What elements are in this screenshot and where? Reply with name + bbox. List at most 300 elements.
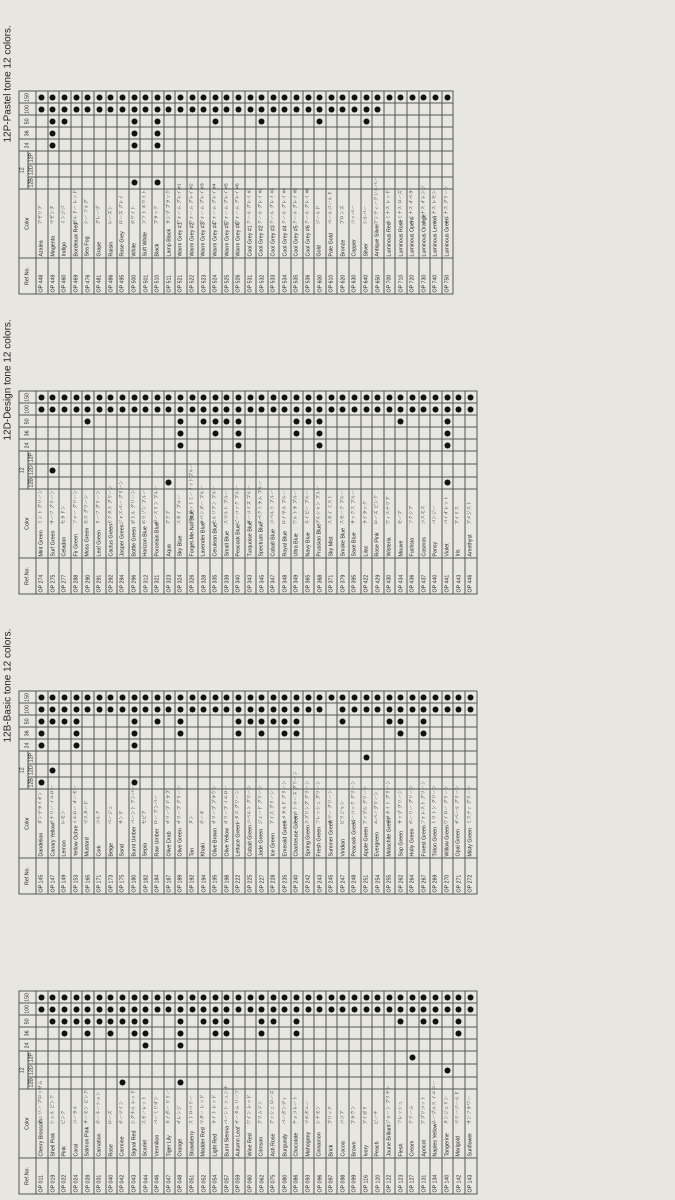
color-name: Lamp Black bbox=[165, 228, 172, 256]
color-name: Crimson bbox=[258, 1136, 265, 1156]
color-name-cell bbox=[128, 784, 140, 858]
ref-no: OP 267 bbox=[418, 858, 430, 894]
included-dot-icon bbox=[49, 706, 55, 712]
check-cell-d bbox=[453, 463, 465, 476]
included-dot-icon bbox=[131, 730, 137, 736]
check-cell-c24 bbox=[105, 139, 117, 151]
color-name-cell bbox=[221, 784, 233, 858]
set-12p-header: 12P bbox=[27, 452, 34, 462]
color-name-kana: ウォーム グレイ #2 bbox=[188, 182, 194, 224]
check-cell-c100 bbox=[47, 703, 59, 715]
color-row bbox=[464, 991, 476, 1194]
color-name: Cobalt Green bbox=[246, 824, 253, 856]
set-36-header: 36 bbox=[19, 427, 36, 439]
included-dot-icon bbox=[177, 418, 183, 424]
included-dot-icon bbox=[142, 394, 148, 400]
check-cell-b bbox=[128, 1076, 140, 1088]
color-name: Dandelion bbox=[38, 832, 45, 856]
ref-no: OP 153 bbox=[70, 858, 82, 894]
color-row bbox=[267, 91, 279, 294]
color-row bbox=[59, 91, 71, 294]
set-36-header: 36 bbox=[19, 727, 36, 739]
ref-no: OP 476 bbox=[82, 258, 94, 294]
check-cell-c24 bbox=[70, 439, 82, 451]
check-cell-c36 bbox=[151, 727, 163, 739]
check-cell-p bbox=[59, 751, 71, 763]
color-name-cell bbox=[233, 484, 245, 558]
included-dot-icon bbox=[61, 106, 67, 112]
check-cell-d bbox=[325, 1063, 337, 1076]
check-cell-c150 bbox=[82, 391, 94, 403]
check-cell-p bbox=[349, 151, 361, 163]
ref-no: OP 365 bbox=[302, 558, 314, 594]
check-cell-c50 bbox=[291, 715, 303, 727]
table-body bbox=[36, 991, 477, 1194]
color-header: Color bbox=[19, 489, 36, 558]
color-name-cell bbox=[209, 182, 221, 258]
color-name: Violet bbox=[443, 542, 450, 556]
check-cell-d bbox=[395, 763, 407, 776]
check-cell-c100 bbox=[59, 403, 71, 415]
color-name-cell bbox=[407, 489, 419, 558]
color-name-kana: リーフ グリーン bbox=[96, 489, 102, 524]
check-cell-d bbox=[291, 463, 303, 476]
check-cell-c150 bbox=[314, 691, 326, 703]
ref-no-header: Ref.No. bbox=[19, 858, 36, 894]
included-dot-icon bbox=[38, 718, 44, 724]
check-cell-d bbox=[209, 463, 221, 476]
check-cell-c36 bbox=[256, 127, 268, 139]
header-row bbox=[19, 691, 28, 894]
check-cell-d bbox=[105, 763, 117, 776]
set-100-header: 100 bbox=[19, 703, 36, 715]
color-row bbox=[47, 391, 59, 594]
ref-no: OP 521 bbox=[175, 258, 187, 294]
check-cell-c24 bbox=[407, 439, 419, 451]
set-12d-header: 12D bbox=[27, 1064, 34, 1075]
ref-no: OP 434 bbox=[395, 558, 407, 594]
check-cell-p bbox=[407, 751, 419, 763]
included-dot-icon bbox=[363, 994, 369, 1000]
ref-no: OP 147 bbox=[47, 858, 59, 894]
check-cell-c150 bbox=[418, 991, 430, 1003]
check-cell-c36 bbox=[395, 427, 407, 439]
ref-no: OP 335 bbox=[209, 558, 221, 594]
check-cell-c100 bbox=[175, 703, 187, 715]
included-dot-icon bbox=[84, 1006, 90, 1012]
check-cell-p bbox=[407, 1051, 419, 1063]
check-cell-c150 bbox=[163, 391, 175, 403]
check-cell-c36 bbox=[117, 727, 129, 739]
ref-no: OP 189 bbox=[175, 858, 187, 894]
included-dot-icon bbox=[247, 394, 253, 400]
check-cell-p bbox=[93, 451, 105, 463]
ref-no: OP 127 bbox=[407, 1158, 419, 1194]
check-cell-d bbox=[82, 1063, 94, 1076]
color-name: Warm Grey #2 bbox=[188, 221, 195, 256]
color-name-kana: ジョーン ブリヤン bbox=[385, 1084, 391, 1124]
included-dot-icon bbox=[293, 730, 299, 736]
ref-no: OP 134 bbox=[430, 1158, 442, 1194]
check-cell-c100 bbox=[233, 403, 245, 415]
color-row bbox=[70, 91, 82, 294]
color-name: Carmine bbox=[119, 1135, 126, 1156]
color-row bbox=[430, 691, 442, 894]
check-cell-c50 bbox=[233, 115, 245, 127]
check-cell-c24 bbox=[453, 739, 465, 751]
color-name-kana: クリムソン bbox=[258, 1100, 264, 1124]
color-name-kana: ルミナス オペラ bbox=[409, 189, 415, 224]
check-cell-b bbox=[209, 1076, 221, 1088]
color-name-kana: ゴールド bbox=[316, 204, 322, 224]
check-cell-d bbox=[383, 163, 395, 176]
check-cell-p bbox=[198, 1051, 210, 1063]
color-name-cell bbox=[186, 182, 198, 258]
color-name: Cinnamon bbox=[316, 1131, 323, 1156]
check-cell-c50 bbox=[314, 715, 326, 727]
color-name-kana: トリトン グリーン bbox=[432, 784, 438, 824]
check-cell-d bbox=[279, 763, 291, 776]
check-cell-c24 bbox=[267, 139, 279, 151]
included-dot-icon bbox=[281, 694, 287, 700]
included-dot-icon bbox=[409, 1006, 415, 1012]
check-cell-c150 bbox=[59, 391, 71, 403]
check-cell-c50 bbox=[47, 415, 59, 427]
included-dot-icon bbox=[455, 706, 461, 712]
check-cell-c50 bbox=[151, 715, 163, 727]
included-dot-icon bbox=[223, 1006, 229, 1012]
check-cell-c150 bbox=[221, 691, 233, 703]
included-dot-icon bbox=[107, 994, 113, 1000]
check-cell-c100 bbox=[198, 103, 210, 115]
check-cell-c100 bbox=[117, 103, 129, 115]
color-name-cell bbox=[244, 784, 256, 858]
check-cell-c50 bbox=[453, 715, 465, 727]
check-cell-c36 bbox=[163, 727, 175, 739]
check-cell-c50 bbox=[360, 115, 372, 127]
included-dot-icon bbox=[200, 1018, 206, 1024]
check-cell-c100 bbox=[430, 403, 442, 415]
check-cell-c36 bbox=[256, 727, 268, 739]
color-row bbox=[325, 991, 337, 1194]
color-name-kana: タンジェリン bbox=[443, 1095, 449, 1124]
check-cell-c150 bbox=[233, 991, 245, 1003]
included-dot-icon bbox=[432, 394, 438, 400]
check-cell-c150 bbox=[186, 691, 198, 703]
check-cell-p bbox=[256, 451, 268, 463]
color-name: Warm Grey #6 bbox=[235, 221, 242, 256]
check-cell-p bbox=[59, 151, 71, 163]
included-dot-icon bbox=[281, 730, 287, 736]
check-cell-c150 bbox=[256, 991, 268, 1003]
color-name-cell bbox=[453, 784, 465, 858]
color-name: Copper bbox=[351, 238, 358, 256]
check-cell-c24 bbox=[163, 139, 175, 151]
color-row bbox=[256, 691, 268, 894]
included-dot-icon bbox=[177, 730, 183, 736]
included-dot-icon bbox=[351, 406, 357, 412]
set-12d-header: 12D bbox=[27, 164, 34, 175]
included-dot-icon bbox=[142, 994, 148, 1000]
check-cell-c24 bbox=[302, 1039, 314, 1051]
check-cell-c150 bbox=[418, 691, 430, 703]
color-name: Cocoa bbox=[339, 1140, 346, 1156]
ref-no: OP 277 bbox=[59, 558, 71, 594]
check-cell-b bbox=[441, 1076, 453, 1088]
check-cell-c100 bbox=[82, 1003, 94, 1015]
check-cell-c150 bbox=[407, 391, 419, 403]
color-name-cell bbox=[175, 489, 187, 558]
ref-no: OP 348 bbox=[279, 558, 291, 594]
check-cell-b bbox=[372, 1076, 384, 1088]
check-cell-b bbox=[372, 476, 384, 488]
check-cell-p bbox=[267, 451, 279, 463]
color-row bbox=[175, 391, 187, 594]
check-cell-p bbox=[209, 1051, 221, 1063]
check-cell-p bbox=[163, 451, 175, 463]
check-cell-p bbox=[291, 751, 303, 763]
color-name-kana: ローズ ピンク bbox=[374, 494, 380, 524]
color-name-kana: ミント グリーン bbox=[38, 489, 44, 524]
check-cell-c36 bbox=[383, 727, 395, 739]
check-cell-c100 bbox=[279, 103, 291, 115]
color-row bbox=[302, 91, 314, 294]
header-row bbox=[19, 991, 28, 1194]
check-cell-d bbox=[244, 1063, 256, 1076]
check-cell-c150 bbox=[279, 991, 291, 1003]
included-dot-icon bbox=[293, 1018, 299, 1024]
check-cell-c24 bbox=[233, 439, 245, 451]
color-name: Peach bbox=[374, 1140, 381, 1156]
included-dot-icon bbox=[154, 694, 160, 700]
color-name-kana: サップ グリーン bbox=[397, 789, 403, 824]
check-cell-c50 bbox=[175, 415, 187, 427]
color-name-cell bbox=[291, 770, 303, 858]
check-cell-c150 bbox=[244, 991, 256, 1003]
check-cell-c150 bbox=[233, 691, 245, 703]
included-dot-icon bbox=[363, 406, 369, 412]
check-cell-c50 bbox=[302, 115, 314, 127]
check-cell-p bbox=[244, 1051, 256, 1063]
check-cell-c36 bbox=[47, 127, 59, 139]
check-cell-c24 bbox=[395, 739, 407, 751]
color-name-cell bbox=[314, 1089, 326, 1158]
included-dot-icon bbox=[235, 442, 241, 448]
included-dot-icon bbox=[328, 406, 334, 412]
included-dot-icon bbox=[96, 394, 102, 400]
set-12p-header: 12P bbox=[27, 752, 34, 762]
included-dot-icon bbox=[165, 1006, 171, 1012]
check-cell-c100 bbox=[302, 703, 314, 715]
check-cell-c36 bbox=[418, 1027, 430, 1039]
check-cell-b bbox=[337, 476, 349, 488]
check-cell-b bbox=[395, 176, 407, 188]
color-name-kana: コーラル bbox=[72, 1104, 78, 1124]
color-name-kana: ピンク bbox=[61, 1109, 67, 1124]
ref-no: OP 165 bbox=[82, 858, 94, 894]
color-name-kana: ピーチ bbox=[374, 1109, 380, 1124]
check-cell-c150 bbox=[464, 391, 476, 403]
check-cell-c50 bbox=[325, 715, 337, 727]
color-name: Antique Silver bbox=[374, 223, 381, 256]
color-name: Fir Green bbox=[72, 533, 79, 556]
color-row bbox=[383, 691, 395, 894]
check-cell-c36 bbox=[36, 127, 48, 139]
color-name-cell bbox=[418, 184, 430, 258]
check-cell-d bbox=[175, 463, 187, 476]
color-name-kana: サーモン ピンク bbox=[84, 1089, 90, 1124]
included-dot-icon bbox=[61, 118, 67, 124]
ref-no: OP 275 bbox=[47, 558, 59, 594]
check-cell-c100 bbox=[140, 1003, 152, 1015]
check-cell-d bbox=[464, 1063, 476, 1076]
check-cell-p bbox=[418, 751, 430, 763]
check-cell-p bbox=[233, 1051, 245, 1063]
color-name-kana: レタス グリーン bbox=[235, 789, 241, 824]
check-cell-c36 bbox=[233, 427, 245, 439]
check-cell-b bbox=[267, 1076, 279, 1088]
color-name-cell bbox=[140, 1089, 152, 1158]
check-cell-c50 bbox=[209, 715, 221, 727]
check-cell-d bbox=[430, 763, 442, 776]
check-cell-b bbox=[244, 176, 256, 188]
included-dot-icon bbox=[212, 430, 218, 436]
included-dot-icon bbox=[189, 1006, 195, 1012]
included-dot-icon bbox=[84, 406, 90, 412]
check-cell-c24 bbox=[175, 439, 187, 451]
color-name-kana: アッシュ ローズ bbox=[269, 1089, 275, 1124]
table-header bbox=[19, 391, 36, 594]
check-cell-c100 bbox=[82, 703, 94, 715]
check-cell-p bbox=[407, 451, 419, 463]
included-dot-icon bbox=[467, 694, 473, 700]
included-dot-icon bbox=[397, 1006, 403, 1012]
color-name-kana: セルリアン ブルー bbox=[212, 484, 217, 524]
color-row bbox=[151, 991, 163, 1194]
included-dot-icon bbox=[339, 1006, 345, 1012]
check-cell-c100 bbox=[407, 703, 419, 715]
check-cell-c50 bbox=[256, 415, 268, 427]
check-cell-c36 bbox=[151, 1027, 163, 1039]
included-dot-icon bbox=[444, 694, 450, 700]
check-cell-c150 bbox=[314, 391, 326, 403]
table-header bbox=[19, 991, 36, 1194]
included-dot-icon bbox=[119, 394, 125, 400]
check-cell-b bbox=[291, 1076, 303, 1088]
check-cell-d bbox=[314, 463, 326, 476]
check-cell-c50 bbox=[418, 1015, 430, 1027]
check-cell-c36 bbox=[430, 1027, 442, 1039]
color-name-cell bbox=[198, 789, 210, 858]
check-cell-d bbox=[70, 163, 82, 176]
check-cell-c24 bbox=[383, 739, 395, 751]
check-cell-c50 bbox=[256, 1015, 268, 1027]
color-name-cell bbox=[430, 489, 442, 558]
color-row bbox=[267, 991, 279, 1194]
color-name: Indigo bbox=[61, 241, 68, 256]
color-name-cell bbox=[70, 784, 82, 858]
ref-no: OP 192 bbox=[186, 858, 198, 894]
check-cell-c50 bbox=[128, 115, 140, 127]
included-dot-icon bbox=[131, 779, 137, 785]
check-cell-c50 bbox=[256, 715, 268, 727]
check-cell-c50 bbox=[244, 1015, 256, 1027]
check-cell-p bbox=[464, 1051, 476, 1063]
check-cell-p bbox=[70, 451, 82, 463]
color-name: Mauve bbox=[397, 540, 404, 556]
included-dot-icon bbox=[49, 1006, 55, 1012]
color-name-kana: ココア bbox=[339, 1109, 345, 1124]
color-name-kana: アイス グリーン bbox=[269, 789, 275, 824]
check-cell-p bbox=[209, 451, 221, 463]
color-row bbox=[163, 91, 175, 294]
color-name: Evergreen bbox=[374, 831, 381, 856]
check-cell-c150 bbox=[244, 91, 256, 103]
check-cell-p bbox=[175, 451, 187, 463]
color-row bbox=[151, 691, 163, 894]
check-cell-c24 bbox=[291, 1039, 303, 1051]
check-cell-d bbox=[47, 1063, 59, 1076]
included-dot-icon bbox=[351, 94, 357, 100]
check-cell-b bbox=[151, 176, 163, 188]
color-name: Bronze bbox=[339, 239, 346, 256]
check-cell-c24 bbox=[279, 739, 291, 751]
ref-no: OP 430 bbox=[383, 558, 395, 594]
check-cell-p bbox=[372, 151, 384, 163]
included-dot-icon bbox=[96, 106, 102, 112]
check-cell-c24 bbox=[117, 739, 129, 751]
color-name-kana: マダー レッド bbox=[200, 1093, 206, 1124]
check-cell-d bbox=[291, 1063, 303, 1076]
included-dot-icon bbox=[386, 718, 392, 724]
color-name-kana: タイガー リリー bbox=[165, 1089, 171, 1124]
check-cell-c24 bbox=[372, 439, 384, 451]
included-dot-icon bbox=[49, 406, 55, 412]
included-dot-icon bbox=[258, 394, 264, 400]
check-cell-c150 bbox=[198, 691, 210, 703]
color-name-kana: マホガニー bbox=[304, 1100, 310, 1124]
check-cell-c150 bbox=[360, 691, 372, 703]
color-name: Luminous Rose bbox=[397, 219, 404, 256]
color-name-cell bbox=[256, 1089, 268, 1158]
color-name-cell bbox=[93, 189, 105, 258]
check-cell-d bbox=[360, 1063, 372, 1076]
check-cell-c100 bbox=[221, 703, 233, 715]
check-cell-d bbox=[36, 163, 48, 176]
color-name-cell bbox=[337, 789, 349, 858]
check-cell-c24 bbox=[128, 139, 140, 151]
check-cell-p bbox=[314, 1051, 326, 1063]
ref-no: OP 175 bbox=[117, 858, 129, 894]
check-cell-d bbox=[256, 763, 268, 776]
check-cell-c50 bbox=[128, 415, 140, 427]
check-cell-c36 bbox=[464, 1027, 476, 1039]
check-cell-c150 bbox=[441, 91, 453, 103]
color-name-cell bbox=[383, 189, 395, 258]
color-name: Luminous Red bbox=[385, 221, 392, 256]
ref-no: OP 182 bbox=[140, 858, 152, 894]
included-dot-icon bbox=[467, 1006, 473, 1012]
included-dot-icon bbox=[281, 706, 287, 712]
check-cell-c24 bbox=[59, 139, 71, 151]
color-row bbox=[175, 691, 187, 894]
color-name-kana: ボルドー レッド bbox=[72, 189, 78, 224]
check-cell-d bbox=[256, 463, 268, 476]
check-cell-c24 bbox=[47, 439, 59, 451]
color-row bbox=[441, 391, 453, 594]
check-cell-c150 bbox=[325, 391, 337, 403]
included-dot-icon bbox=[154, 406, 160, 412]
